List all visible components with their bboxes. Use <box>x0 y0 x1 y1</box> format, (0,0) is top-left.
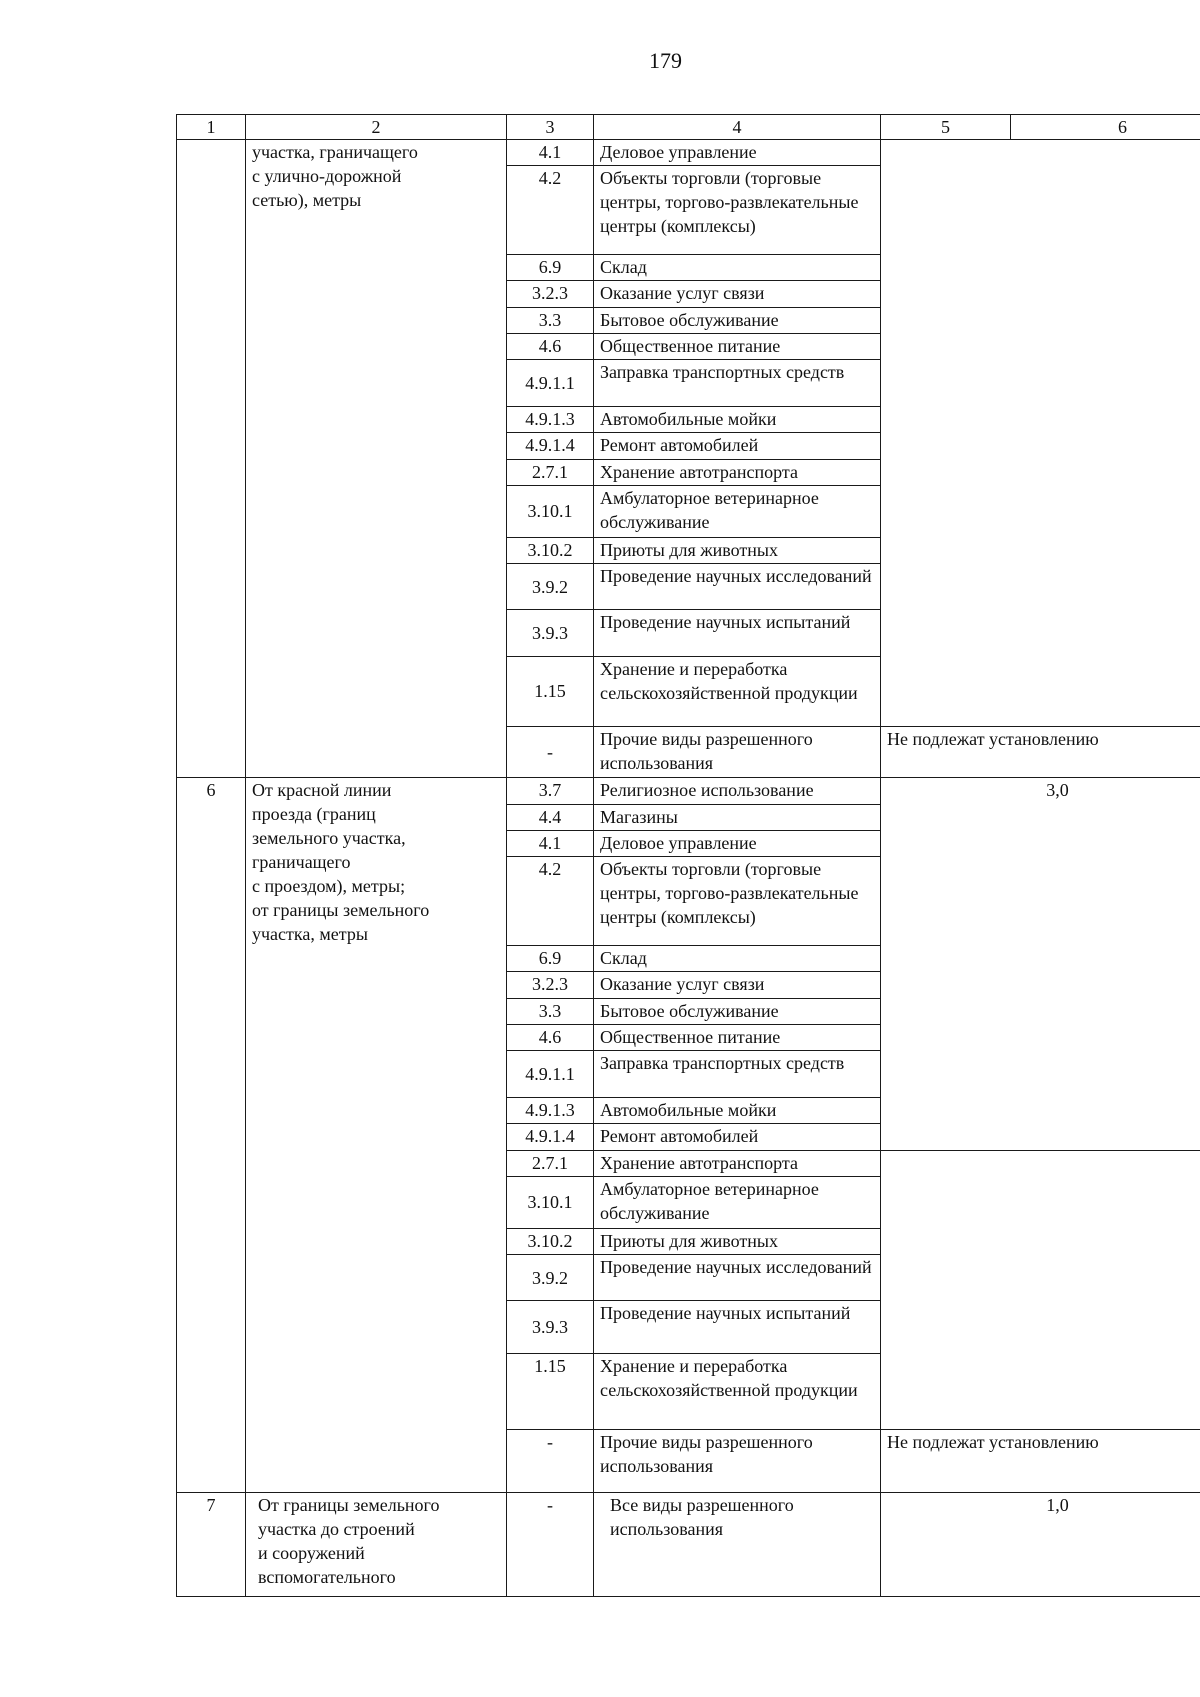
use-code: 3.10.1 <box>507 1176 594 1228</box>
use-description: Заправка транспортных средств <box>594 1051 881 1097</box>
use-code: 3.9.2 <box>507 1255 594 1301</box>
use-description: Общественное питание <box>594 334 881 360</box>
table-row <box>177 1493 1200 1597</box>
use-code: 4.6 <box>507 334 594 360</box>
col-header-4: 4 <box>594 115 881 140</box>
use-code: 3.7 <box>507 778 594 804</box>
use-code: 4.9.1.3 <box>507 406 594 432</box>
use-code: 4.2 <box>507 857 594 946</box>
use-code: 1.15 <box>507 1354 594 1430</box>
use-description: Деловое управление <box>594 140 881 166</box>
indent-description: От красной линии проезда (границ земельного участка, граничащего с проездом), метры; от границы земельного участка, метры <box>246 778 507 1493</box>
use-code: 4.1 <box>507 140 594 166</box>
use-code: 3.10.2 <box>507 1228 594 1254</box>
page-number: 179 <box>649 48 682 73</box>
use-code: - <box>507 1493 594 1597</box>
use-description: Общественное питание <box>594 1025 881 1051</box>
col-header-3: 3 <box>507 115 594 140</box>
use-code: 3.9.3 <box>507 1301 594 1354</box>
use-description: Автомобильные мойки <box>594 1097 881 1123</box>
use-description: Все виды разрешенного использования <box>594 1493 881 1597</box>
use-description: Амбулаторное ветеринарное обслуживание <box>594 1176 881 1228</box>
use-description: Ремонт автомобилей <box>594 1124 881 1150</box>
use-code: 4.9.1.4 <box>507 433 594 459</box>
setback-value <box>881 140 1200 727</box>
use-code: 3.2.3 <box>507 972 594 998</box>
use-description: Проведение научных испытаний <box>594 610 881 656</box>
use-description: Объекты торговли (торговые центры, торгово-развлекательные центры (комплексы) <box>594 857 881 946</box>
indent-description: От границы земельного участка до строений и сооружений вспомогательного <box>246 1493 507 1597</box>
use-description: Автомобильные мойки <box>594 406 881 432</box>
use-description: Заправка транспортных средств <box>594 360 881 406</box>
use-description: Объекты торговли (торговые центры, торгово-развлекательные центры (комплексы) <box>594 166 881 255</box>
use-code: 3.10.1 <box>507 486 594 538</box>
use-description: Приюты для животных <box>594 1228 881 1254</box>
use-description: Оказание услуг связи <box>594 972 881 998</box>
use-code: 4.6 <box>507 1025 594 1051</box>
use-description: Прочие виды разрешенного использования <box>594 1430 881 1493</box>
use-code: 4.9.1.1 <box>507 1051 594 1097</box>
use-description: Проведение научных исследований <box>594 564 881 610</box>
row-number-cell <box>177 140 246 778</box>
use-code: - <box>507 726 594 778</box>
use-description: Проведение научных испытаний <box>594 1301 881 1354</box>
use-description: Хранение и переработка сельскохозяйственной продукции <box>594 1354 881 1430</box>
column-number-row <box>177 115 1200 140</box>
use-code: 3.10.2 <box>507 537 594 563</box>
use-description: Хранение автотранспорта <box>594 459 881 485</box>
use-code: 4.2 <box>507 166 594 255</box>
table-body <box>177 140 1200 1597</box>
use-code: 4.9.1.3 <box>507 1097 594 1123</box>
use-code: 3.2.3 <box>507 281 594 307</box>
zoning-table <box>176 114 1200 1597</box>
table-row <box>177 140 1200 166</box>
use-code: 2.7.1 <box>507 1150 594 1176</box>
use-code: 1.15 <box>507 656 594 726</box>
use-code: 3.3 <box>507 307 594 333</box>
use-description: Хранение автотранспорта <box>594 1150 881 1176</box>
col-header-6: 6 <box>1011 115 1200 140</box>
col-header-1: 1 <box>177 115 246 140</box>
use-code: 3.9.2 <box>507 564 594 610</box>
use-description: Оказание услуг связи <box>594 281 881 307</box>
use-description: Деловое управление <box>594 830 881 856</box>
use-description: Приюты для животных <box>594 537 881 563</box>
use-code: - <box>507 1430 594 1493</box>
setback-value-empty <box>881 1150 1200 1430</box>
use-description: Проведение научных исследований <box>594 1255 881 1301</box>
use-code: 4.4 <box>507 804 594 830</box>
setback-value: 1,0 <box>881 1493 1200 1597</box>
use-description: Ремонт автомобилей <box>594 433 881 459</box>
use-code: 3.3 <box>507 998 594 1024</box>
use-code: 3.9.3 <box>507 610 594 656</box>
setback-note: Не подлежат установлению <box>881 1430 1200 1493</box>
use-description: Бытовое обслуживание <box>594 998 881 1024</box>
use-description: Склад <box>594 945 881 971</box>
use-description: Бытовое обслуживание <box>594 307 881 333</box>
row-number-cell: 7 <box>177 1493 246 1597</box>
col-header-5: 5 <box>881 115 1011 140</box>
use-code: 6.9 <box>507 945 594 971</box>
row-number-cell: 6 <box>177 778 246 1493</box>
use-code: 6.9 <box>507 254 594 280</box>
use-description: Хранение и переработка сельскохозяйственной продукции <box>594 656 881 726</box>
use-description: Прочие виды разрешенного использования <box>594 726 881 778</box>
use-code: 4.9.1.1 <box>507 360 594 406</box>
use-description: Амбулаторное ветеринарное обслуживание <box>594 486 881 538</box>
indent-description: участка, граничащего с улично-дорожной сетью), метры <box>246 140 507 778</box>
use-description: Религиозное использование <box>594 778 881 804</box>
use-code: 4.1 <box>507 830 594 856</box>
setback-value: 3,0 <box>881 778 1200 1150</box>
use-code: 4.9.1.4 <box>507 1124 594 1150</box>
col-header-2: 2 <box>246 115 507 140</box>
use-code: 2.7.1 <box>507 459 594 485</box>
table-row <box>177 778 1200 804</box>
setback-note: Не подлежат установлению <box>881 726 1200 778</box>
use-description: Магазины <box>594 804 881 830</box>
use-description: Склад <box>594 254 881 280</box>
